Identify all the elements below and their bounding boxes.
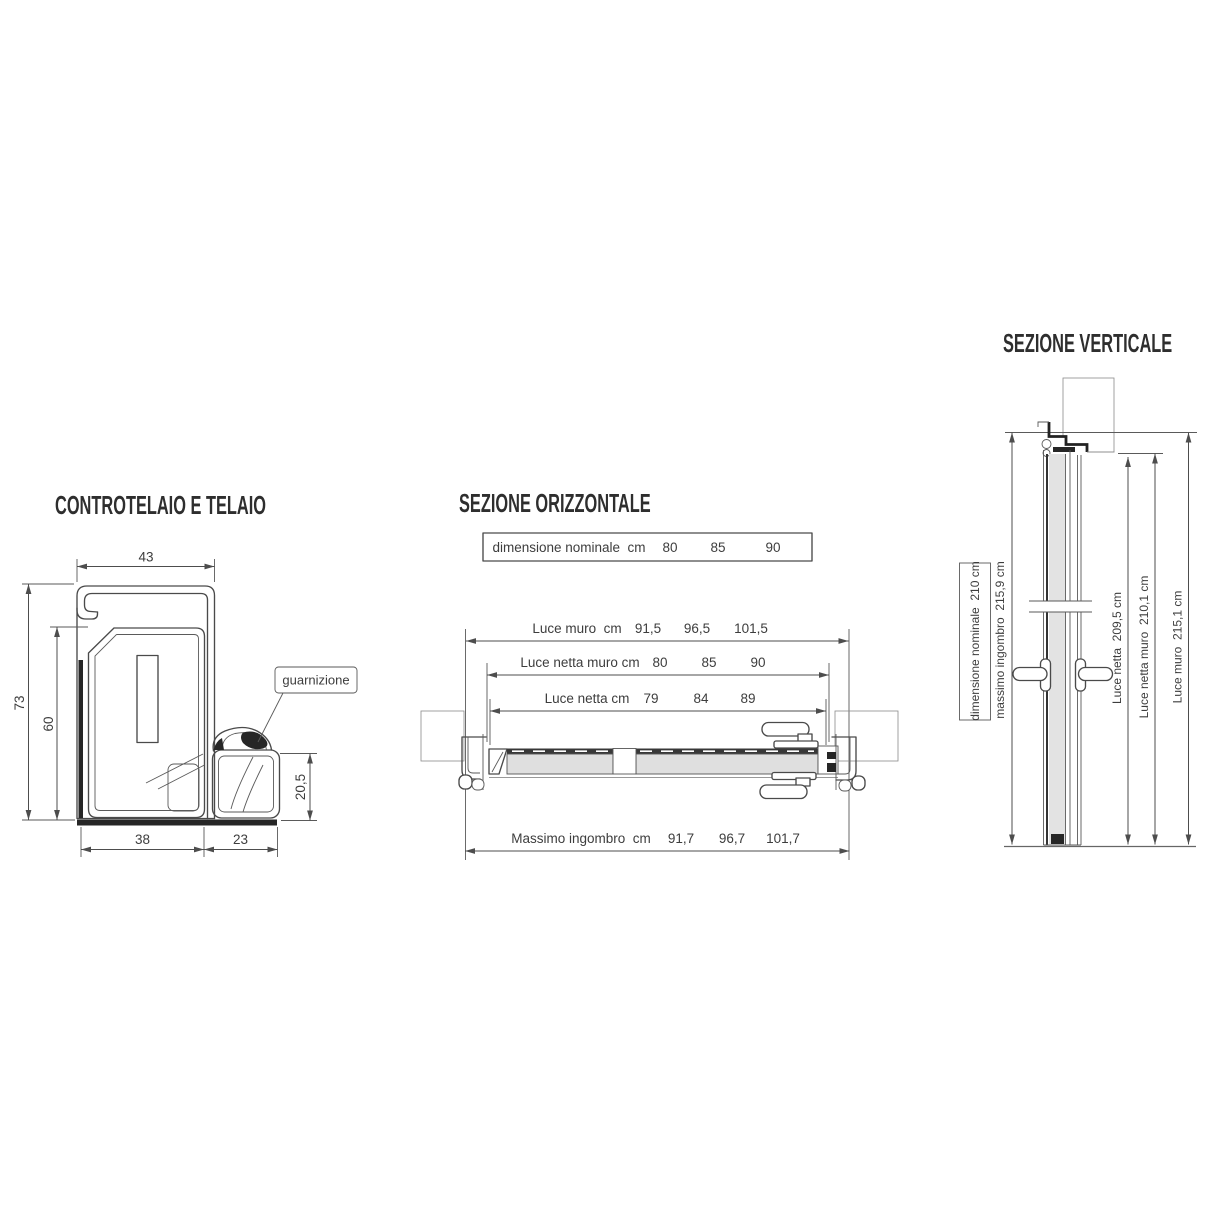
- gasket-strip-bottom: [77, 820, 277, 826]
- vertical-head-detail: [1005, 422, 1197, 457]
- nominal-value-90: 90: [765, 540, 781, 555]
- dim-value-luce-muro-1: 91,5: [634, 621, 662, 636]
- verticale-title: SEZIONE VERTICALE: [1003, 328, 1173, 358]
- dim-value-luce-netta-muro-2: 85: [701, 655, 717, 670]
- dim-label-luce-muro: Luce muro cm: [532, 621, 622, 636]
- gasket-dark-lobe: [241, 731, 267, 749]
- dim-value-73: 73: [12, 695, 27, 711]
- dim-label-luce-netta-muro-v: Luce netta muro 210,1 cm: [1137, 575, 1151, 719]
- leaf-hinge-gap: [613, 749, 636, 775]
- dim-value-23: 23: [232, 832, 249, 847]
- left-jamb: [459, 734, 486, 790]
- leaf-bottom-seal: [1051, 834, 1064, 844]
- wall-left: [421, 711, 464, 761]
- controtelaio-profile: [77, 586, 277, 826]
- dim-value-luce-netta-3: 89: [740, 691, 756, 706]
- panel-sezione-verticale: [960, 328, 1198, 846]
- right-jamb-foot-2: [839, 780, 851, 791]
- dim-label-luce-netta-v: Luce netta 209,5 cm: [1110, 591, 1124, 705]
- leaf-body-vertical: [1049, 454, 1065, 844]
- head-profile-hook: [1038, 422, 1049, 427]
- vertical-door-leaf: [1004, 450, 1196, 847]
- dim-label-massimo-ingombro: Massimo ingombro cm: [511, 831, 651, 846]
- nominal-label: dimensione nominale cm: [492, 540, 646, 555]
- strike-plate-1: [827, 752, 836, 759]
- dim-label-luce-netta: Luce netta cm: [544, 691, 630, 706]
- dim-value-luce-muro-2: 96,5: [683, 621, 711, 636]
- dim-value-luce-muro-3: 101,5: [734, 621, 768, 636]
- hinge-band-fill: [1029, 601, 1092, 612]
- leaf-body-1: [507, 754, 613, 774]
- nominal-value-80: 80: [662, 540, 678, 555]
- dim-value-massimo-2: 96,7: [718, 831, 746, 846]
- telaio-bottom-right-cell: [168, 764, 199, 811]
- head-seal: [1053, 447, 1075, 452]
- dim-value-massimo-1: 91,7: [667, 831, 695, 846]
- vertical-dimensions: [960, 433, 1189, 845]
- handle-grip-back: [1079, 668, 1113, 681]
- telaio-stop-diagonal: [146, 754, 205, 789]
- controtelaio-title: CONTROTELAIO E TELAIO: [55, 490, 267, 520]
- dim-value-luce-netta-2: 84: [693, 691, 709, 706]
- stop-strut: [231, 757, 263, 812]
- dim-label-luce-muro-v: Luce muro 215,1 cm: [1170, 590, 1185, 704]
- dim-value-massimo-3: 101,7: [766, 831, 800, 846]
- dim-value-luce-netta-muro-3: 90: [750, 655, 766, 670]
- horizontal-door-assembly: [459, 723, 865, 799]
- panel-controtelaio-e-telaio: [12, 490, 357, 857]
- dim-label-luce-netta-muro: Luce netta muro cm: [520, 655, 640, 670]
- callout-label: guarnizione: [282, 672, 350, 688]
- dim-value-luce-netta-1: 79: [643, 691, 659, 706]
- guarnizione-callout: [258, 667, 357, 742]
- dim-value-luce-netta-muro-1: 80: [652, 655, 668, 670]
- handle-plate-top: [774, 741, 818, 748]
- dim-label-dimensione-nominale-v: dimensione nominale 210 cm: [968, 561, 982, 721]
- telaio-slot: [137, 656, 158, 743]
- nominal-value-85: 85: [710, 540, 726, 555]
- gasket-strip-vertical: [79, 660, 84, 818]
- strike-plate-2: [827, 763, 836, 772]
- left-jamb-foot-2: [472, 779, 484, 790]
- callout-leader-line: [258, 693, 283, 742]
- ext-lines-73: [22, 584, 75, 820]
- wall-right: [835, 711, 898, 761]
- hinge-knuckle-1: [1042, 440, 1051, 449]
- right-jamb-foot: [852, 776, 865, 790]
- leaf-body-2: [636, 754, 818, 774]
- handle-grip-bottom: [760, 785, 807, 799]
- handle-grip-front: [1013, 668, 1047, 681]
- stop-outer: [213, 750, 280, 818]
- panel-sezione-orizzontale: [421, 488, 898, 860]
- telaio-profile: [89, 628, 205, 818]
- dim-value-205: 20,5: [293, 773, 308, 801]
- gasket-stop-piece: [213, 728, 280, 819]
- dim-value-38: 38: [134, 832, 151, 847]
- dim-value-60: 60: [41, 716, 56, 732]
- ext-lines-bottom: [81, 827, 278, 857]
- nominal-size-table: [483, 533, 812, 561]
- orizzontale-title: SEZIONE ORIZZONTALE: [459, 488, 651, 518]
- dim-value-43: 43: [138, 549, 154, 565]
- dim-label-massimo-ingombro-v: massimo ingombro 215,9 cm: [993, 561, 1007, 719]
- left-jamb-foot: [459, 775, 472, 789]
